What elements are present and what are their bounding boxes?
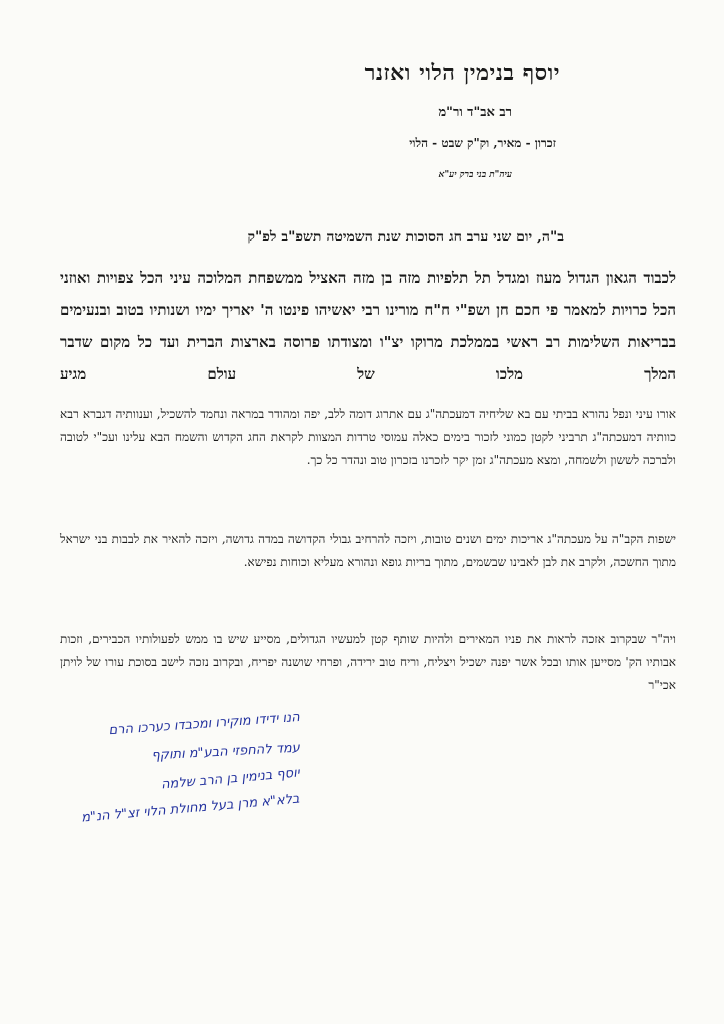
signature-line-1: הנו ידידו מוקירו ומכבדו כערכו הרם [108, 709, 301, 739]
letter-dateline: ב"ה, יום שני ערב חג הסוכות שנת השמיטה תשפ"ב לפ"ק [247, 229, 564, 245]
letterhead-city: עיה"ת בני ברק יע"א [438, 170, 512, 180]
signature-line-3: יוסף בנימין בן הרב שלמה [160, 765, 301, 793]
letter-opening: לכבוד הגאון הגדול מעוז ומגדל תל תלפיות מזה בן מזה האציל ממשפחת המלוכה עיני הכל צפויות ואוזני הכל כרויות למאמר פי חכם חן ושפ"י ח"ח מורינו רבי יאשיהו פינטו ה' יאריך ימיו ושנותיו בטוב ובנעימים בבריאות השלימות רב ראשי בממלכת מרוקו יצ"ו ומצודתו פרוסה בארצות הברית ועד כל מקום שדבר המלך מלכו של עולם מגיע [60, 269, 676, 383]
signature-line-2: עמד להחפזי הבע"מ ותוקף [151, 740, 301, 764]
signature-line-4: בלא"א מרן בעל מחולת הלוי זצ"ל הנ"מ [80, 791, 301, 826]
letter-paragraph-1: אורו עיני ונפל נהורא בביתי עם בא שליחיה דמעכתה"ג עם אתרוג דומה ללב, יפה ומהודר במראה ונחמד להשכיל, וענוותיה דגברא רבא כוותיה דמעכתה"ג תרביני לקטן כמוני לזכור בימים כאלה עמוסי טרדות המצוות לקראת החג הקדוש והשמח הבא עלינו ועכ"י לטובה ולברכה לששון ולשמחה, ומצא מעכתה"ג זמן יקר לזכרנו בזכרון טוב ונהדר כל כך. [60, 407, 676, 467]
letterhead-title: רב אב"ד ור"מ [438, 105, 512, 120]
letterhead-name: יוסף בנימין הלוי ואזנר [364, 60, 560, 86]
handwritten-signature [60, 709, 301, 826]
letterhead-memorial: זכרון - מאיר, וק"ק שבט - הלוי [409, 136, 556, 150]
letter-paragraph-3: ויה"ר שבקרוב אזכה לראות את פניו המאירים ולהיות שותף קטן למעשיו הגדולים, מסייע שיש בו ממש לפעולותיו הכבירים, וזכות אבותיו הק' מסייען אותו ובכל אשר יפנה ישכיל ויצליח, וריח טוב ירידה, ופרחי שושנה יפריח, ובקרוב נזכה לישב בסוכת עורו של לויתן אכי"ר [60, 632, 676, 692]
letter-paragraph-2: ישפות הקב"ה על מעכתה"ג אריכות ימים ושנים טובות, ויזכה להרחיב גבולי הקדושה במדה גדושה, ויזכה להאיר את לבבות בני ישראל מתוך החשכה, ולקרב את לבן לאבינו שבשמים, מתוך בריות גופא ונהורא מעליא וכוחות נפישא. [60, 532, 676, 569]
